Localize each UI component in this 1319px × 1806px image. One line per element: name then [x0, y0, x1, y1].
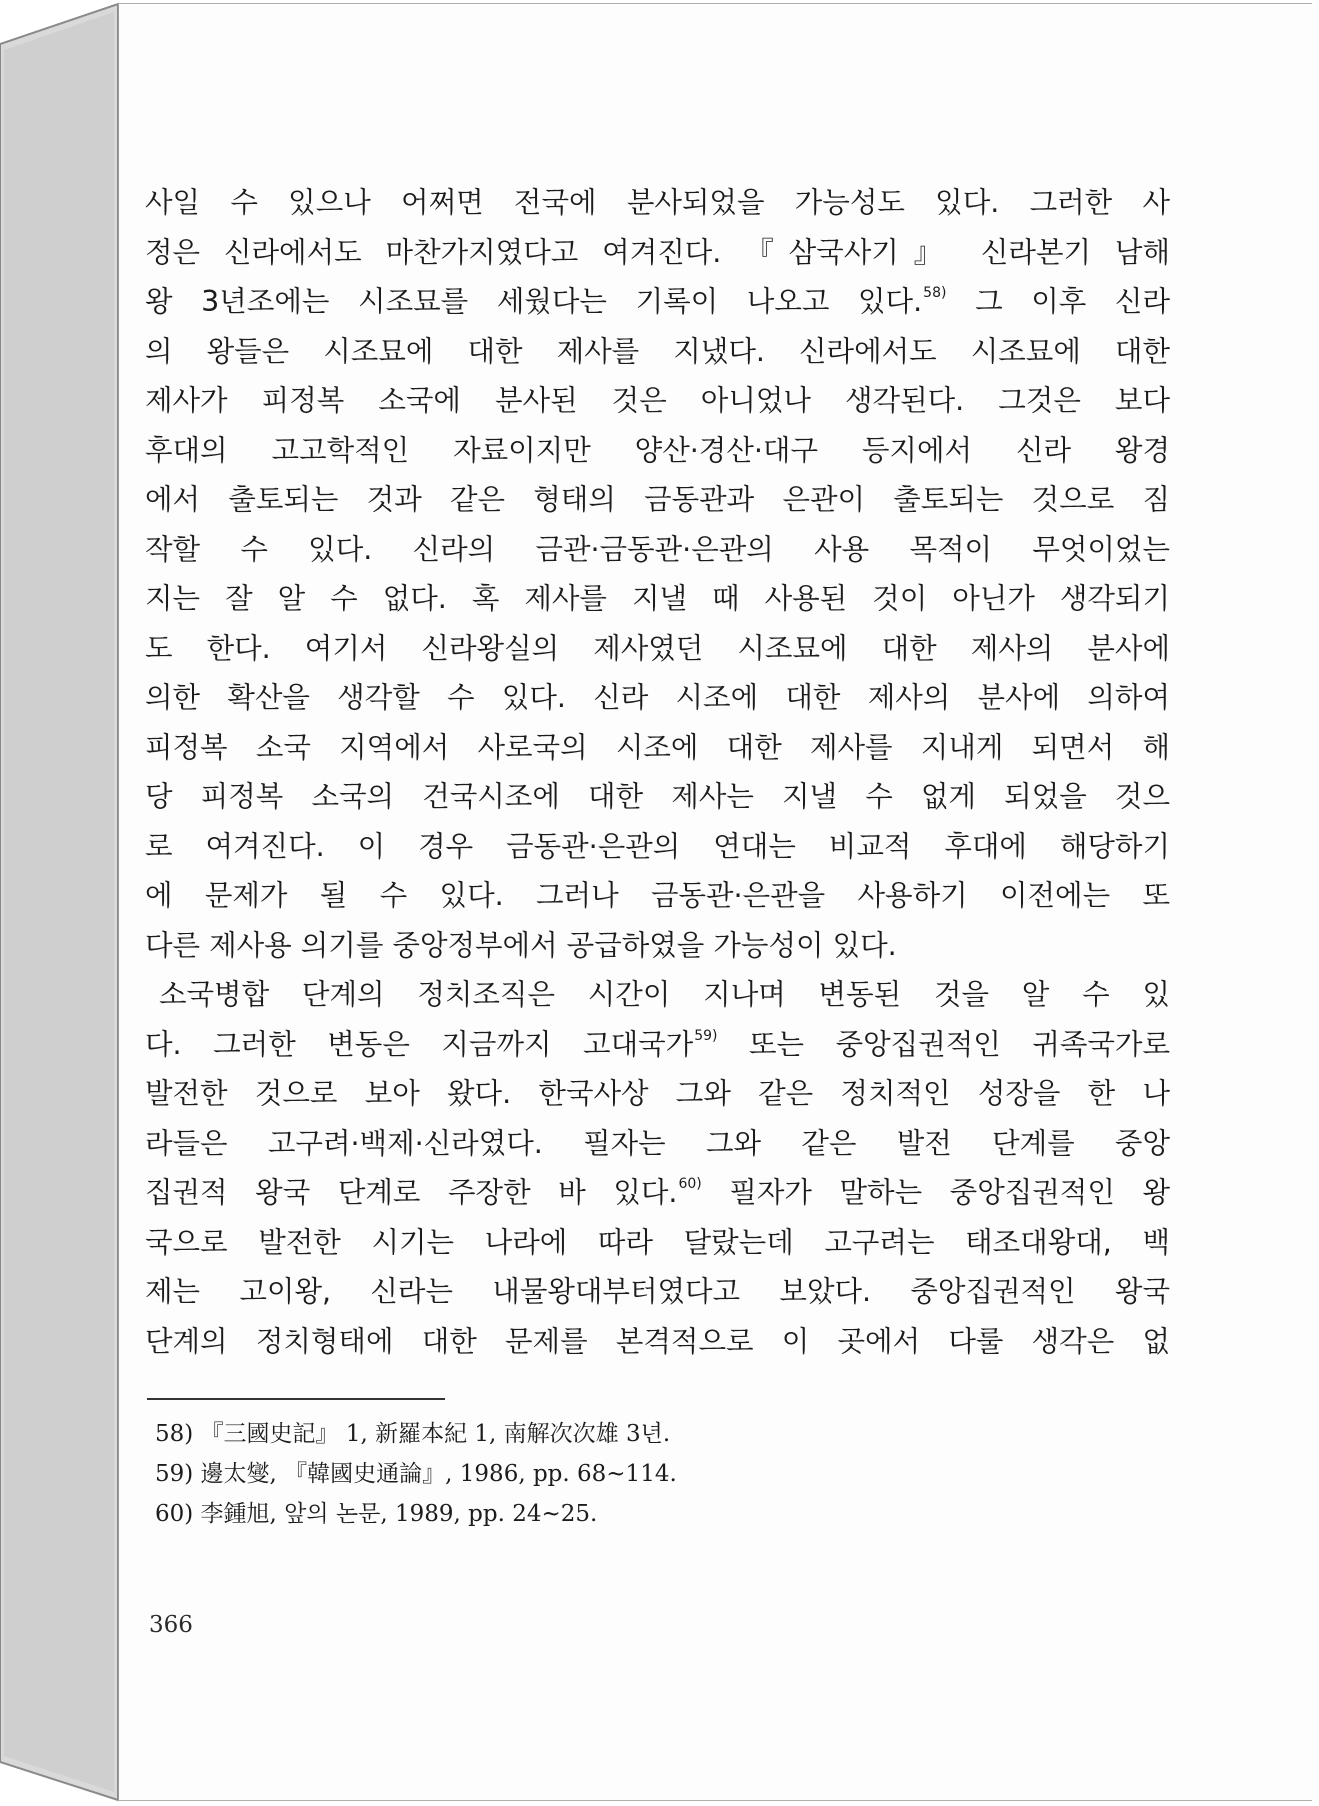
text-line: 제는 고이왕, 신라는 내물왕대부터였다고 보았다. 중앙집권적인 왕국 [145, 1275, 1170, 1308]
footnote-ref-59[interactable]: 59) [694, 1027, 718, 1044]
text-line: 후대의 고고학적인 자료이지만 양산·경산·대구 등지에서 신라 왕경 [145, 433, 1170, 467]
text-line: 지는 잘 알 수 없다. 혹 제사를 지낼 때 사용된 것이 아닌가 생각되기 [145, 582, 1170, 615]
footnote-58: 58) 『三國史記』 1, 新羅本紀 1, 南解次次雄 3년. [155, 1421, 671, 1447]
text-line: 사일 수 있으나 어쩌면 전국에 분사되었을 가능성도 있다. 그러한 사 [145, 186, 1170, 219]
footnote-60: 60) 李鍾旭, 앞의 논문, 1989, pp. 24~25. [155, 1501, 598, 1527]
text-line: 피정복 소국 지역에서 사로국의 시조에 대한 제사를 지내게 되면서 해 [145, 730, 1170, 764]
text-line: 왕 3년조에는 시조묘를 세웠다는 기록이 나오고 있다.$^{58)}$ 그 이후 신라 [145, 285, 1170, 318]
body-text [145, 178, 1170, 1366]
text-line: 집권적 왕국 단계로 주장한 바 있다.$^{60)}$ 필자가 말하는 중앙집권적인 왕 [145, 1176, 1170, 1209]
text-line: 의 왕들은 시조묘에 대한 제사를 지냈다. 신라에서도 시조묘에 대한 [145, 334, 1170, 368]
text-line: 정은 신라에서도 마찬가지였다고 여겨진다. 『삼국사기』 신라본기 남해 [145, 235, 1170, 269]
text-line: 라들은 고구려·백제·신라였다. 필자는 그와 같은 발전 단계를 중앙 [145, 1126, 1170, 1160]
text-line: 의한 확산을 생각할 수 있다. 신라 시조에 대한 제사의 분사에 의하여 [145, 681, 1170, 714]
text-line: 단계의 정치형태에 대한 문제를 본격적으로 이 곳에서 다룰 생각은 없 [145, 1324, 1170, 1358]
text-line: 로 여겨진다. 이 경우 금동관·은관의 연대는 비교적 후대에 해당하기 [145, 829, 1170, 863]
text-line: 에 문제가 될 수 있다. 그러나 금동관·은관을 사용하기 이전에는 또 [145, 879, 1170, 912]
text-line: 작할 수 있다. 신라의 금관·금동관·은관의 사용 목적이 무엇이었는 [145, 532, 1170, 566]
footnotes [155, 1414, 1155, 1534]
footnote-divider [147, 1398, 445, 1400]
page-number: 366 [149, 1612, 193, 1638]
text-line: 다. 그러한 변동은 지금까지 고대국가$^{59)}$ 또는 중앙집권적인 귀족국가로 [145, 1027, 1170, 1061]
text-line: 도 한다. 여기서 신라왕실의 제사였던 시조묘에 대한 제사의 분사에 [145, 631, 1170, 665]
text-line: 발전한 것으로 보아 왔다. 한국사상 그와 같은 정치적인 성장을 한 나 [145, 1077, 1170, 1110]
text-line: 다른 제사용 의기를 중앙정부에서 공급하였을 가능성이 있다. [145, 928, 897, 962]
footnote-59: 59) 邊太燮, 『韓國史通論』, 1986, pp. 68~114. [155, 1461, 677, 1487]
text-line: 국으로 발전한 시기는 나라에 따라 달랐는데 고구려는 태조대왕대, 백 [145, 1225, 1170, 1259]
text-line: 에서 출토되는 것과 같은 형태의 금동관과 은관이 출토되는 것으로 짐 [145, 483, 1170, 516]
text-line: 제사가 피정복 소국에 분사된 것은 아니었나 생각된다. 그것은 보다 [145, 384, 1170, 417]
footnote-ref-58[interactable]: 58) [923, 285, 947, 301]
text-line: 소국병합 단계의 정치조직은 시간이 지나며 변동된 것을 알 수 있 [159, 978, 1170, 1011]
footnote-ref-60[interactable]: 60) [678, 1176, 702, 1192]
text-line: 당 피정복 소국의 건국시조에 대한 제사는 지낼 수 없게 되었을 것으 [145, 780, 1170, 813]
